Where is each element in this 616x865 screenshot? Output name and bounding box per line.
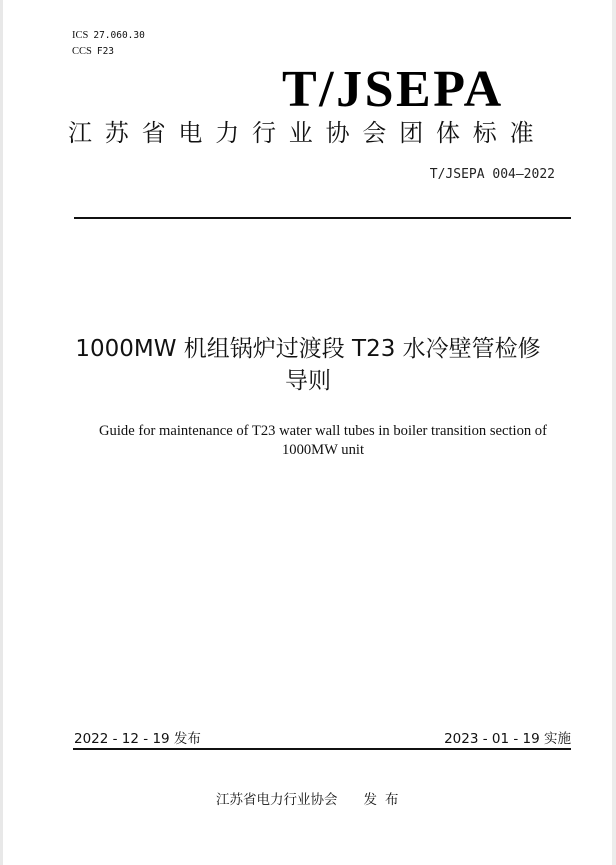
standard-number: T/JSEPA 004—2022 [429, 167, 555, 182]
publish-action: 发布 [363, 792, 407, 808]
ics-value: 27.060.30 [93, 30, 145, 41]
page-edge-right [612, 0, 616, 865]
title-cn-line2: 导则 [285, 368, 331, 394]
ccs-label: CCS [72, 46, 92, 57]
page-edge-left [0, 0, 3, 865]
implementation-date: 2023 - 01 - 19 实施 [444, 731, 571, 747]
organization-code: T/JSEPA [282, 61, 504, 118]
publisher-line [216, 791, 407, 809]
ics-classification [72, 29, 145, 43]
ics-label: ICS [72, 30, 89, 41]
ccs-classification [72, 45, 114, 59]
bottom-divider [73, 748, 571, 750]
ccs-value: F23 [96, 46, 115, 57]
top-divider [74, 217, 571, 219]
title-en-line1: Guide for maintenance of T23 water wall tubes in boiler transition section of [99, 423, 547, 439]
document-title-cn [40, 333, 576, 397]
standard-type-heading: 江苏省电力行业协会团体标准 [68, 119, 547, 147]
title-en-line2: 1000MW unit [281, 442, 365, 458]
title-cn-line1: 1000MW 机组锅炉过渡段 T23 水冷壁管检修 [75, 336, 541, 362]
publish-date: 2022 - 12 - 19 发布 [74, 731, 201, 747]
document-title-en [60, 422, 586, 460]
publisher-name: 江苏省电力行业协会 [216, 792, 338, 808]
